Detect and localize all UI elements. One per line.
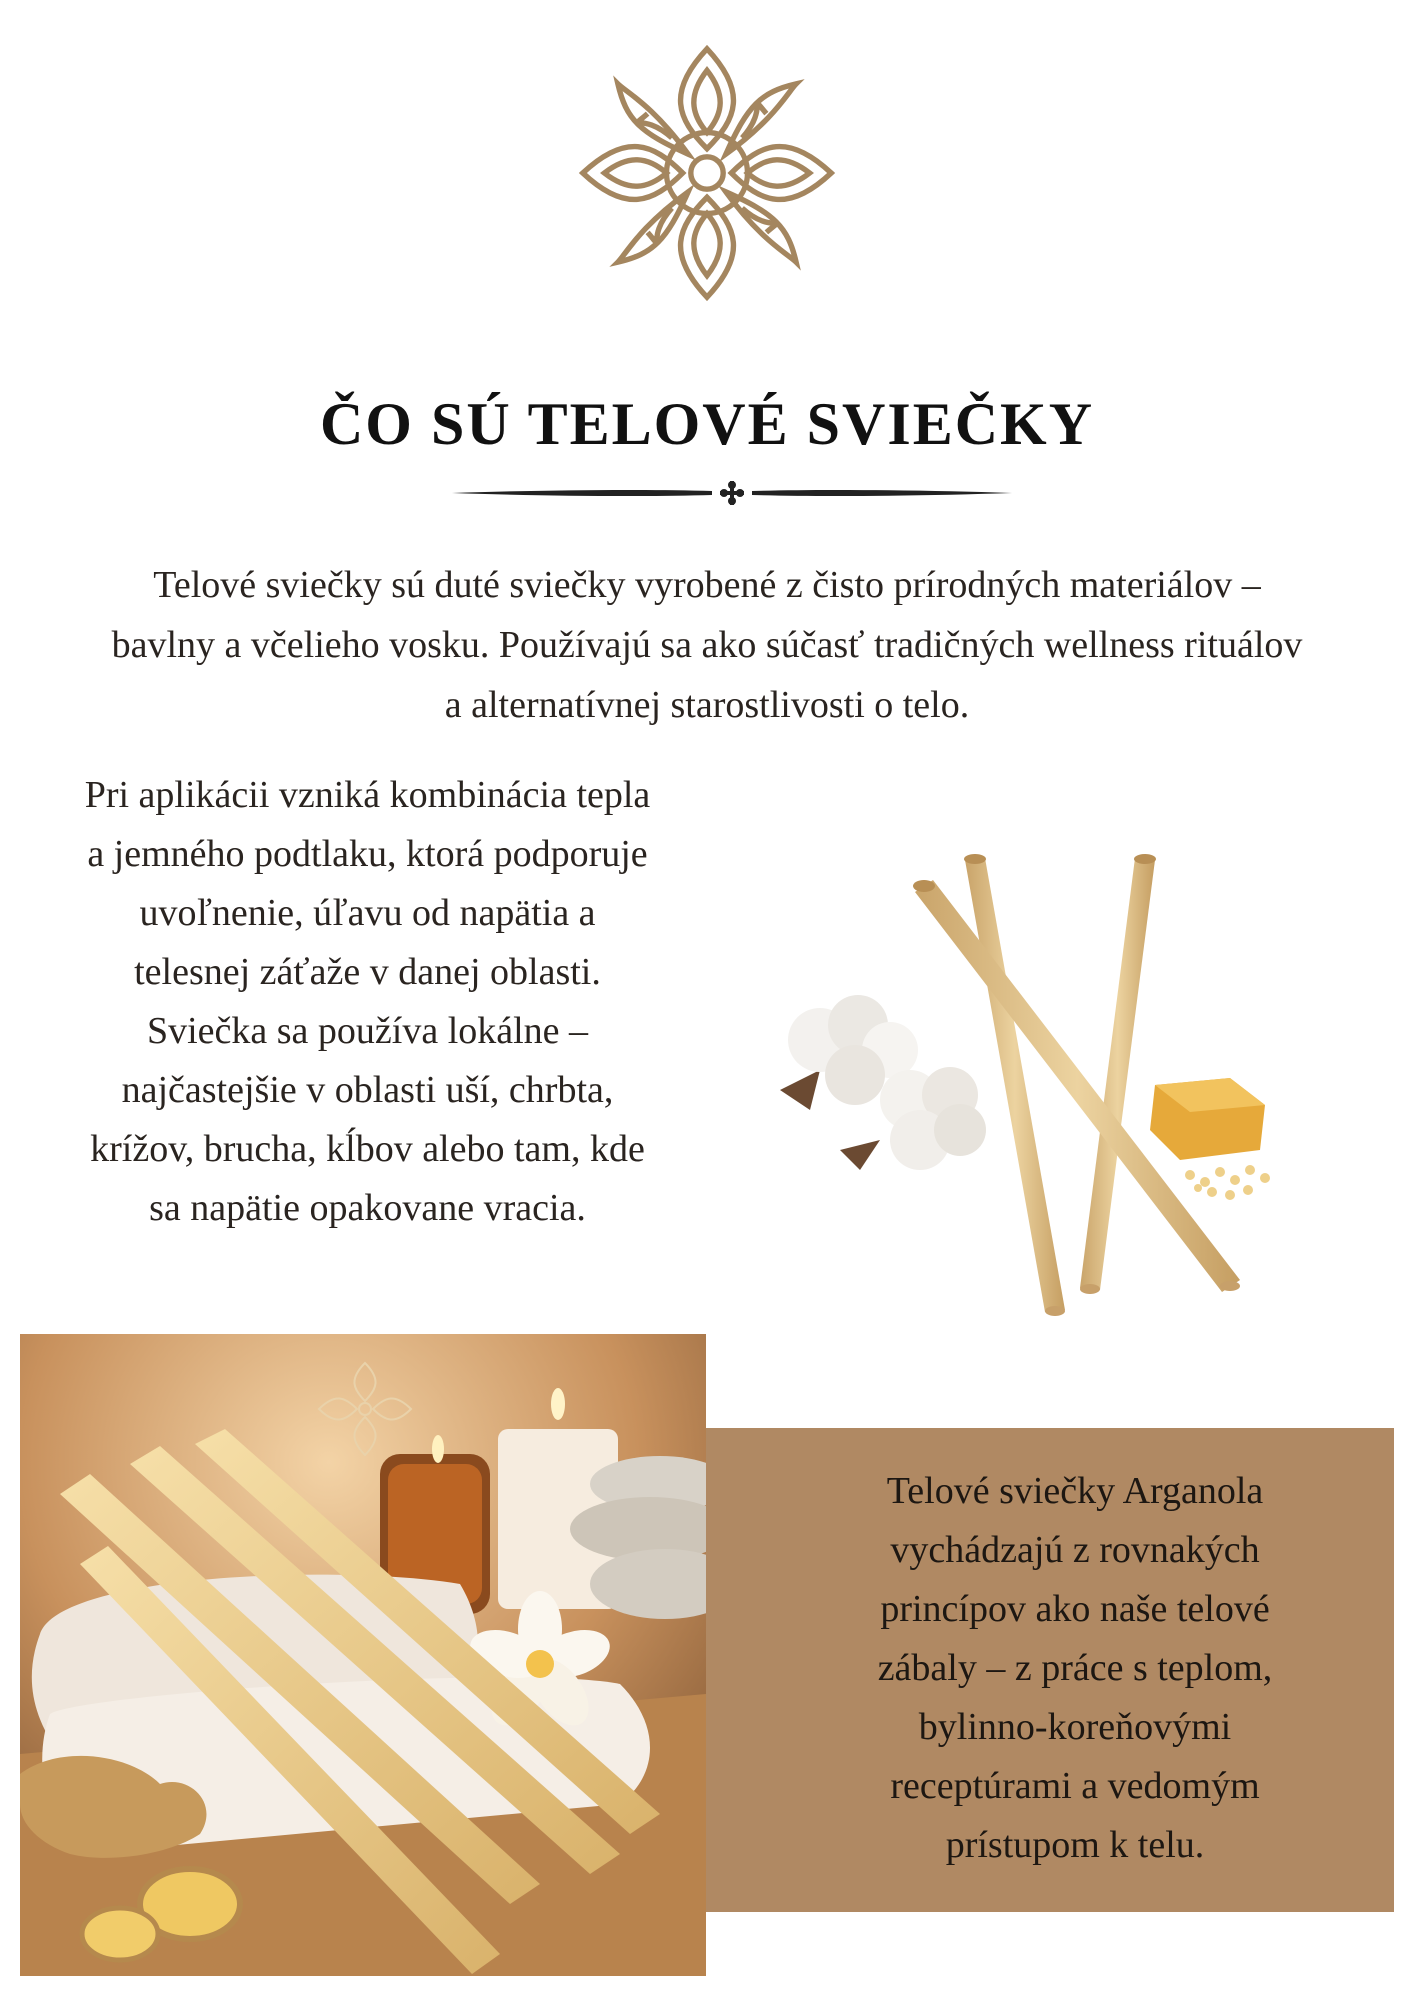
title-divider	[452, 478, 1012, 508]
usage-paragraph: Pri aplikácii vzniká kombinácia tepla a jemného podtlaku, ktorá podporuje uvoľnenie, úľavu od napätia a telesnej záťaže v danej oblasti. Sviečka sa používa lokálne – najčastejšie v oblasti uší, chrbta, krížov, brucha, kĺbov alebo tam, kde sa napätie opakovane vracia.	[84, 774, 651, 1229]
candles-cotton-beeswax-photo	[760, 820, 1320, 1330]
cotton-bolls	[780, 995, 986, 1170]
page-title: ČO SÚ TELOVÉ SVIEČKY	[319, 391, 1095, 457]
spa-candles-towels-ginger-photo	[20, 1334, 706, 1976]
fleur-cross-icon	[720, 481, 744, 505]
intro-paragraph: Telové sviečky sú duté sviečky vyrobené z čisto prírodných materiálov – bavlny a včelieho vosku. Používajú sa ako súčasť tradičných wellness rituálov a alternatívnej starostlivosti o telo.	[111, 564, 1303, 726]
beeswax-block	[1150, 1078, 1270, 1200]
ornamental-flower-icon	[572, 38, 842, 308]
arganola-paragraph: Telové sviečky Arganola vychádzajú z rovnakých princípov ako naše telové zábaly – z práce s teplom, bylinno-koreňovými receptúrami a vedomým prístupom k telu.	[877, 1470, 1273, 1866]
